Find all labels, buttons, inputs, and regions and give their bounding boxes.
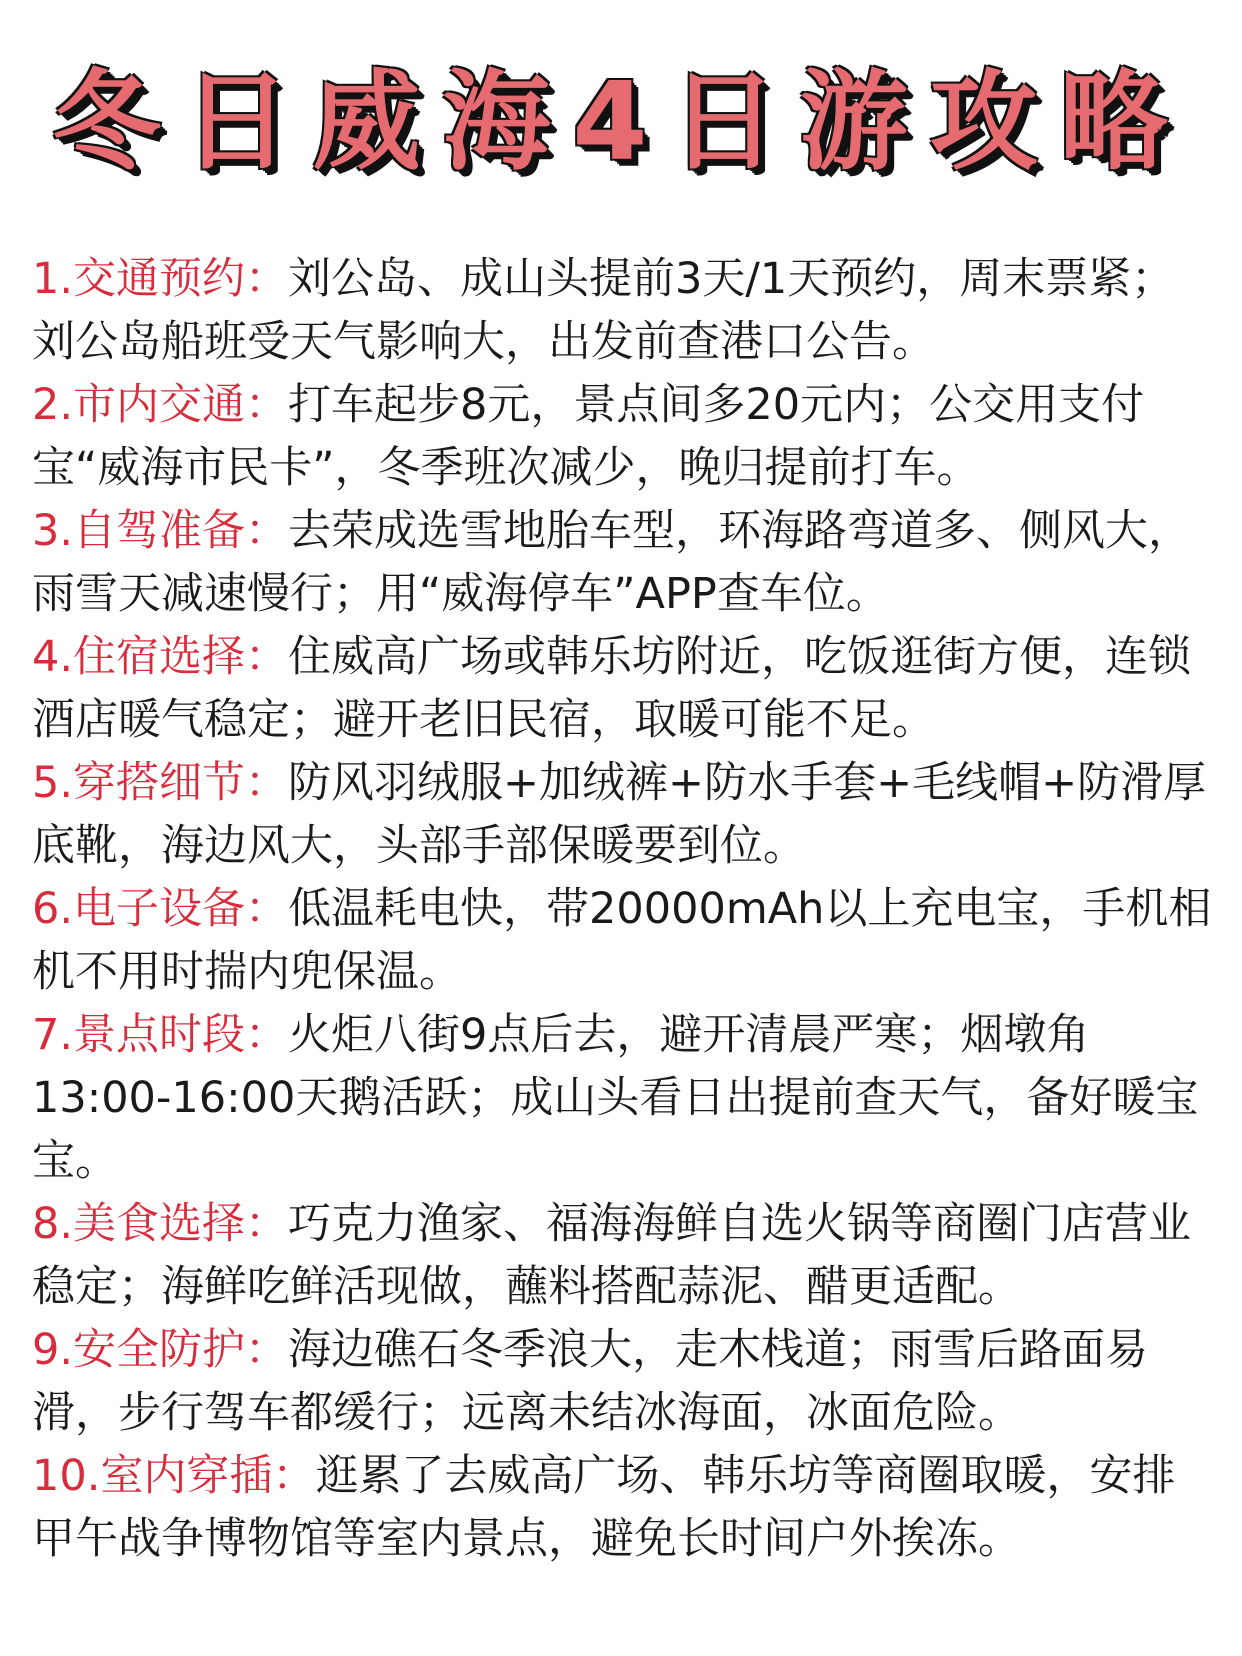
tip-label: 4.住宿选择： xyxy=(32,632,289,682)
tip-text: 巧克力渔家、福海海鲜自选火锅等商圈门店营业稳定；海鲜吃鲜活现做，蘸料搭配蒜泥、醋更适配。 xyxy=(32,1199,1192,1312)
tip-text: 火炬八街9点后去，避开清晨严寒；烟墩角13:00-16:00天鹅活跃；成山头看日出提前查天气，备好暖宝宝。 xyxy=(32,1010,1199,1186)
tip-text: 海边礁石冬季浪大，走木栈道；雨雪后路面易滑，步行驾车都缓行；远离未结冰海面，冰面危险。 xyxy=(32,1325,1149,1438)
tip-item-indoor xyxy=(32,1445,1216,1571)
tip-label: 3.自驾准备： xyxy=(32,506,289,556)
page-title: 冬日威海4日游攻略 xyxy=(52,60,1190,185)
tip-label: 2.市内交通： xyxy=(32,380,289,430)
tip-text: 住威高广场或韩乐坊附近，吃饭逛街方便，连锁酒店暖气稳定；避开老旧民宿，取暖可能不足。 xyxy=(32,632,1192,745)
tip-item-city-transport xyxy=(32,374,1216,500)
tip-label: 7.景点时段： xyxy=(32,1010,289,1060)
tip-text: 打车起步8元，景点间多20元内；公交用支付宝“威海市民卡”，冬季班次减少，晚归提前打车。 xyxy=(32,380,1145,493)
tip-item-food xyxy=(32,1193,1216,1319)
tip-label: 1.交通预约： xyxy=(32,254,289,304)
tip-label: 5.穿搭细节： xyxy=(32,758,289,808)
tip-text: 刘公岛、成山头提前3天/1天预约，周末票紧；刘公岛船班受天气影响大，出发前查港口公告。 xyxy=(32,254,1175,367)
tip-label: 8.美食选择： xyxy=(32,1199,289,1249)
tip-item-transport-booking xyxy=(32,248,1216,374)
tip-item-accommodation xyxy=(32,626,1216,752)
tip-label: 6.电子设备： xyxy=(32,884,289,934)
tip-item-safety xyxy=(32,1319,1216,1445)
tip-text: 低温耗电快，带20000mAh以上充电宝，手机相机不用时揣内兜保温。 xyxy=(32,884,1212,997)
tip-text: 防风羽绒服+加绒裤+防水手套+毛线帽+防滑厚底靴，海边风大，头部手部保暖要到位。 xyxy=(32,758,1207,871)
tip-text: 去荣成选雪地胎车型，环海路弯道多、侧风大，雨雪天减速慢行；用“威海停车”APP查车位。 xyxy=(32,506,1192,619)
tip-item-attraction-timing xyxy=(32,1004,1216,1193)
tip-label: 9.安全防护： xyxy=(32,1325,289,1375)
tip-item-clothing xyxy=(32,752,1216,878)
tip-item-self-drive xyxy=(32,500,1216,626)
tips-list xyxy=(32,248,1216,1571)
tip-text: 逛累了去威高广场、韩乐坊等商圈取暖，安排甲午战争博物馆等室内景点，避免长时间户外挨冻。 xyxy=(32,1451,1176,1564)
tip-item-electronics xyxy=(32,878,1216,1004)
tip-label: 10.室内穿插： xyxy=(32,1451,316,1501)
